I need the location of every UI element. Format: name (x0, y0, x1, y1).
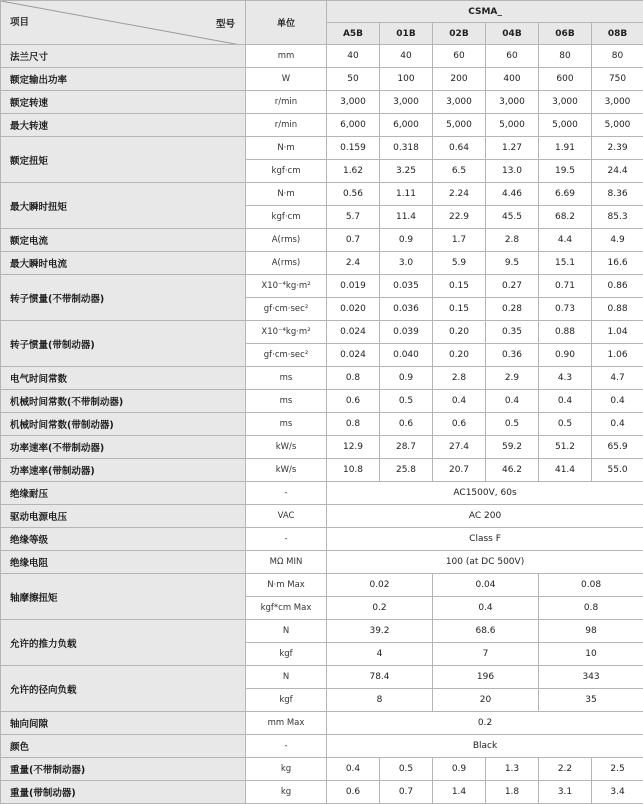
model-label: 型号 (216, 16, 235, 30)
table-row (1, 183, 643, 206)
merged-value-cell: AC 200 (327, 505, 643, 528)
value-cell: 100 (380, 68, 433, 91)
unit-cell: N (246, 666, 327, 689)
row-label: 最大瞬时电流 (1, 252, 246, 275)
pair-value-cell: 0.2 (327, 597, 433, 620)
value-cell: 0.5 (380, 390, 433, 413)
row-label: 重量(带制动器) (1, 781, 246, 804)
value-cell: 20.7 (433, 459, 486, 482)
value-cell: 0.318 (380, 137, 433, 160)
diagonal-line (1, 1, 246, 45)
value-cell: 2.5 (592, 758, 643, 781)
row-label: 机械时间常数(不带制动器) (1, 390, 246, 413)
value-cell: 3,000 (433, 91, 486, 114)
value-cell: 2.9 (486, 367, 539, 390)
merged-value-cell: 100 (at DC 500V) (327, 551, 643, 574)
value-cell: 0.036 (380, 298, 433, 321)
value-cell: 0.8 (327, 367, 380, 390)
table-row (1, 390, 643, 413)
value-cell: 12.9 (327, 436, 380, 459)
row-label: 机械时间常数(带制动器) (1, 413, 246, 436)
row-label: 绝缘等级 (1, 528, 246, 551)
value-cell: 2.2 (539, 758, 592, 781)
pair-value-cell: 35 (539, 689, 643, 712)
value-cell: 4.9 (592, 229, 643, 252)
value-cell: 0.90 (539, 344, 592, 367)
unit-cell: ms (246, 413, 327, 436)
pair-value-cell: 39.2 (327, 620, 433, 643)
pair-value-cell: 0.04 (433, 574, 539, 597)
value-cell: 1.27 (486, 137, 539, 160)
value-cell: 0.73 (539, 298, 592, 321)
value-cell: 60 (433, 45, 486, 68)
value-cell: 0.56 (327, 183, 380, 206)
pair-value-cell: 0.02 (327, 574, 433, 597)
value-cell: 5,000 (433, 114, 486, 137)
table-row (1, 482, 643, 505)
value-cell: 3,000 (539, 91, 592, 114)
value-cell: 1.04 (592, 321, 643, 344)
value-cell: 0.5 (380, 758, 433, 781)
value-cell: 3,000 (592, 91, 643, 114)
value-cell: 750 (592, 68, 643, 91)
value-cell: 0.35 (486, 321, 539, 344)
pair-value-cell: 20 (433, 689, 539, 712)
unit-cell: gf·cm·sec² (246, 298, 327, 321)
unit-header: 单位 (246, 1, 327, 45)
unit-cell: - (246, 528, 327, 551)
value-cell: 4.3 (539, 367, 592, 390)
value-cell: 0.035 (380, 275, 433, 298)
value-cell: 0.71 (539, 275, 592, 298)
unit-cell: - (246, 735, 327, 758)
value-cell: 0.4 (327, 758, 380, 781)
model-header: 01B (380, 23, 433, 45)
value-cell: 1.91 (539, 137, 592, 160)
value-cell: 0.86 (592, 275, 643, 298)
unit-cell: kgf·cm (246, 206, 327, 229)
table-row (1, 367, 643, 390)
row-label: 功率速率(带制动器) (1, 459, 246, 482)
table-row (1, 413, 643, 436)
value-cell: 4.7 (592, 367, 643, 390)
value-cell: 5,000 (486, 114, 539, 137)
value-cell: 2.24 (433, 183, 486, 206)
value-cell: 3.25 (380, 160, 433, 183)
row-label: 允许的推力负载 (1, 620, 246, 666)
value-cell: 0.36 (486, 344, 539, 367)
unit-cell: r/min (246, 91, 327, 114)
value-cell: 5,000 (592, 114, 643, 137)
value-cell: 51.2 (539, 436, 592, 459)
table-row (1, 459, 643, 482)
value-cell: 0.64 (433, 137, 486, 160)
table-row (1, 436, 643, 459)
unit-cell: X10⁻⁴kg·m² (246, 275, 327, 298)
table-row (1, 574, 643, 597)
row-label: 颜色 (1, 735, 246, 758)
value-cell: 3,000 (327, 91, 380, 114)
value-cell: 0.5 (539, 413, 592, 436)
unit-cell: A(rms) (246, 229, 327, 252)
value-cell: 0.159 (327, 137, 380, 160)
row-label: 转子惯量(带制动器) (1, 321, 246, 367)
table-row (1, 229, 643, 252)
value-cell: 3,000 (486, 91, 539, 114)
table-row (1, 91, 643, 114)
value-cell: 0.4 (592, 413, 643, 436)
value-cell: 0.019 (327, 275, 380, 298)
value-cell: 25.8 (380, 459, 433, 482)
table-row (1, 68, 643, 91)
unit-cell: MΩ MIN (246, 551, 327, 574)
value-cell: 80 (539, 45, 592, 68)
pair-value-cell: 68.6 (433, 620, 539, 643)
value-cell: 60 (486, 45, 539, 68)
value-cell: 0.6 (380, 413, 433, 436)
unit-cell: mm (246, 45, 327, 68)
row-label: 最大瞬时扭矩 (1, 183, 246, 229)
value-cell: 3.4 (592, 781, 643, 804)
value-cell: 0.4 (592, 390, 643, 413)
value-cell: 2.8 (486, 229, 539, 252)
pair-value-cell: 10 (539, 643, 643, 666)
value-cell: 0.88 (539, 321, 592, 344)
value-cell: 15.1 (539, 252, 592, 275)
table-row (1, 528, 643, 551)
row-label: 额定输出功率 (1, 68, 246, 91)
table-row (1, 114, 643, 137)
value-cell: 0.27 (486, 275, 539, 298)
merged-value-cell: Class F (327, 528, 643, 551)
value-cell: 8.36 (592, 183, 643, 206)
value-cell: 0.9 (380, 367, 433, 390)
table-row (1, 551, 643, 574)
row-label: 功率速率(不带制动器) (1, 436, 246, 459)
value-cell: 0.024 (327, 344, 380, 367)
unit-cell: kW/s (246, 436, 327, 459)
value-cell: 5,000 (539, 114, 592, 137)
unit-cell: kg (246, 781, 327, 804)
table-row (1, 505, 643, 528)
table-row (1, 45, 643, 68)
unit-cell: X10⁻⁴kg·m² (246, 321, 327, 344)
value-cell: 40 (327, 45, 380, 68)
table-row (1, 137, 643, 160)
value-cell: 41.4 (539, 459, 592, 482)
merged-value-cell: 0.2 (327, 712, 643, 735)
value-cell: 16.6 (592, 252, 643, 275)
value-cell: 65.9 (592, 436, 643, 459)
value-cell: 0.6 (327, 781, 380, 804)
item-label: 项目 (10, 14, 29, 28)
value-cell: 0.9 (433, 758, 486, 781)
value-cell: 13.0 (486, 160, 539, 183)
model-header: A5B (327, 23, 380, 45)
value-cell: 24.4 (592, 160, 643, 183)
value-cell: 50 (327, 68, 380, 91)
unit-cell: W (246, 68, 327, 91)
pair-value-cell: 4 (327, 643, 433, 666)
model-header: 04B (486, 23, 539, 45)
unit-cell: gf·cm·sec² (246, 344, 327, 367)
row-label: 轴摩擦扭矩 (1, 574, 246, 620)
pair-value-cell: 0.08 (539, 574, 643, 597)
value-cell: 27.4 (433, 436, 486, 459)
value-cell: 0.7 (327, 229, 380, 252)
pair-value-cell: 196 (433, 666, 539, 689)
value-cell: 5.7 (327, 206, 380, 229)
value-cell: 0.020 (327, 298, 380, 321)
table-row (1, 620, 643, 643)
value-cell: 68.2 (539, 206, 592, 229)
value-cell: 3.1 (539, 781, 592, 804)
pair-value-cell: 343 (539, 666, 643, 689)
row-label: 驱动电源电压 (1, 505, 246, 528)
row-label: 额定转速 (1, 91, 246, 114)
value-cell: 1.62 (327, 160, 380, 183)
unit-cell: A(rms) (246, 252, 327, 275)
value-cell: 2.8 (433, 367, 486, 390)
value-cell: 45.5 (486, 206, 539, 229)
value-cell: 1.7 (433, 229, 486, 252)
row-label: 转子惯量(不带制动器) (1, 275, 246, 321)
unit-cell: N·m Max (246, 574, 327, 597)
unit-cell: r/min (246, 114, 327, 137)
value-cell: 0.20 (433, 321, 486, 344)
row-label: 轴向间隙 (1, 712, 246, 735)
value-cell: 0.039 (380, 321, 433, 344)
table-row (1, 758, 643, 781)
value-cell: 1.8 (486, 781, 539, 804)
value-cell: 600 (539, 68, 592, 91)
unit-cell: kgf (246, 643, 327, 666)
value-cell: 3.0 (380, 252, 433, 275)
table-row (1, 275, 643, 298)
table-row (1, 781, 643, 804)
pair-value-cell: 0.8 (539, 597, 643, 620)
row-label: 法兰尺寸 (1, 45, 246, 68)
row-label: 电气时间常数 (1, 367, 246, 390)
value-cell: 6.5 (433, 160, 486, 183)
value-cell: 6,000 (327, 114, 380, 137)
value-cell: 6,000 (380, 114, 433, 137)
table-row (1, 712, 643, 735)
value-cell: 19.5 (539, 160, 592, 183)
table-row (1, 735, 643, 758)
row-label: 绝缘耐压 (1, 482, 246, 505)
value-cell: 10.8 (327, 459, 380, 482)
unit-cell: VAC (246, 505, 327, 528)
value-cell: 0.4 (433, 390, 486, 413)
value-cell: 2.39 (592, 137, 643, 160)
value-cell: 59.2 (486, 436, 539, 459)
value-cell: 0.7 (380, 781, 433, 804)
value-cell: 1.3 (486, 758, 539, 781)
table-row (1, 321, 643, 344)
model-header: 02B (433, 23, 486, 45)
pair-value-cell: 8 (327, 689, 433, 712)
value-cell: 40 (380, 45, 433, 68)
value-cell: 4.46 (486, 183, 539, 206)
value-cell: 0.4 (539, 390, 592, 413)
value-cell: 0.28 (486, 298, 539, 321)
unit-cell: N·m (246, 183, 327, 206)
pair-value-cell: 78.4 (327, 666, 433, 689)
unit-cell: mm Max (246, 712, 327, 735)
value-cell: 1.06 (592, 344, 643, 367)
pair-value-cell: 7 (433, 643, 539, 666)
value-cell: 55.0 (592, 459, 643, 482)
unit-cell: ms (246, 390, 327, 413)
value-cell: 4.4 (539, 229, 592, 252)
value-cell: 0.5 (486, 413, 539, 436)
pair-value-cell: 98 (539, 620, 643, 643)
value-cell: 0.8 (327, 413, 380, 436)
model-header: 06B (539, 23, 592, 45)
value-cell: 0.15 (433, 275, 486, 298)
value-cell: 11.4 (380, 206, 433, 229)
row-label: 绝缘电阻 (1, 551, 246, 574)
value-cell: 1.11 (380, 183, 433, 206)
value-cell: 5.9 (433, 252, 486, 275)
unit-cell: kg (246, 758, 327, 781)
value-cell: 0.9 (380, 229, 433, 252)
value-cell: 9.5 (486, 252, 539, 275)
value-cell: 1.4 (433, 781, 486, 804)
row-label: 重量(不带制动器) (1, 758, 246, 781)
unit-cell: - (246, 482, 327, 505)
value-cell: 2.4 (327, 252, 380, 275)
row-label: 额定电流 (1, 229, 246, 252)
value-cell: 0.15 (433, 298, 486, 321)
unit-cell: kgf·cm (246, 160, 327, 183)
unit-cell: N (246, 620, 327, 643)
corner-header (1, 1, 246, 45)
table-row (1, 252, 643, 275)
merged-value-cell: Black (327, 735, 643, 758)
value-cell: 46.2 (486, 459, 539, 482)
merged-value-cell: AC1500V, 60s (327, 482, 643, 505)
value-cell: 85.3 (592, 206, 643, 229)
unit-cell: kgf (246, 689, 327, 712)
unit-cell: N·m (246, 137, 327, 160)
value-cell: 22.9 (433, 206, 486, 229)
value-cell: 0.4 (486, 390, 539, 413)
unit-cell: kW/s (246, 459, 327, 482)
model-header: 08B (592, 23, 643, 45)
row-label: 允许的径向负载 (1, 666, 246, 712)
value-cell: 0.6 (327, 390, 380, 413)
table-row (1, 666, 643, 689)
value-cell: 3,000 (380, 91, 433, 114)
row-label: 最大转速 (1, 114, 246, 137)
value-cell: 6.69 (539, 183, 592, 206)
value-cell: 0.040 (380, 344, 433, 367)
unit-cell: kgf*cm Max (246, 597, 327, 620)
value-cell: 28.7 (380, 436, 433, 459)
header-row (1, 1, 643, 23)
value-cell: 0.20 (433, 344, 486, 367)
unit-cell: ms (246, 367, 327, 390)
value-cell: 0.6 (433, 413, 486, 436)
value-cell: 80 (592, 45, 643, 68)
row-label: 额定扭矩 (1, 137, 246, 183)
value-cell: 0.024 (327, 321, 380, 344)
value-cell: 400 (486, 68, 539, 91)
value-cell: 0.88 (592, 298, 643, 321)
series-header: CSMA_ (327, 1, 643, 23)
pair-value-cell: 0.4 (433, 597, 539, 620)
value-cell: 200 (433, 68, 486, 91)
